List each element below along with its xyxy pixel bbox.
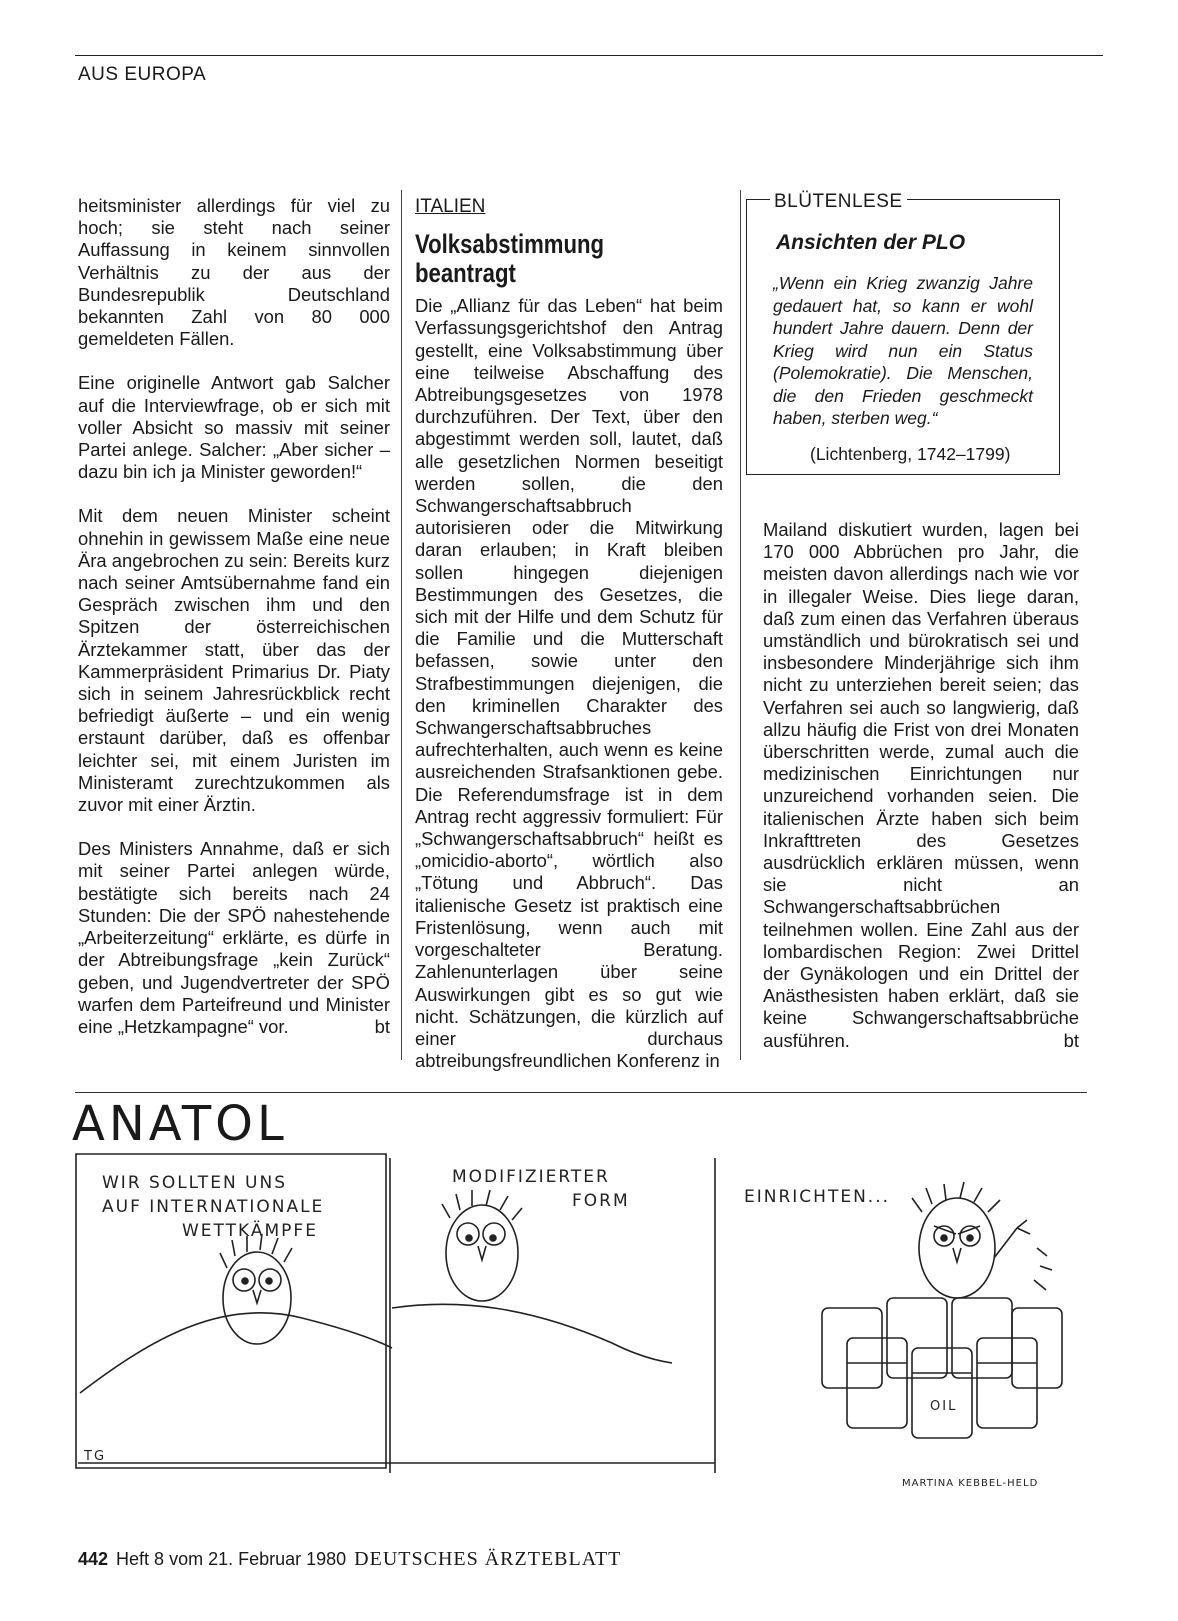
bird-panel-2: [442, 1190, 522, 1301]
issue-info: Heft 8 vom 21. Februar 1980: [116, 1549, 347, 1569]
column-divider: [740, 190, 741, 1060]
barrel-label: OIL: [930, 1399, 958, 1414]
col3-body: [763, 519, 1079, 1052]
col1-paragraph-2: Eine originelle Antwort gab Salcher auf die Interviewfrage, ob er sich mit voller Absicht so massiv mit seiner Partei anlege. Salcher: „Aber sicher – dazu bin ich ja Minister geworden!“: [78, 372, 390, 483]
quote-text: „Wenn ein Krieg zwanzig Jahre gedauert hat, so kann er wohl hundert Jahre dauern. Denn der Krieg wird nun ein Status (Polemokratie). Die Menschen, die den Frieden geschmeckt haben, sterben weg.“: [773, 273, 1033, 428]
hill-panel-2: [392, 1304, 672, 1363]
col1-paragraph-3: Mit dem neuen Minister scheint ohnehin in gewissem Maße eine neue Ära angebrochen zu sein: Bereits kurz nach seiner Amtsübernahme fand ein Gespräch zwischen ihm und den Spitzen der österreichischen Ärztekammer statt, über das der Kammerpräsident Primarius Dr. Piaty sich in seinem Jahresrückblick recht befriedigt äußerte – und ein wenig erstaunt darüber, daß es offenbar leichter sei, mit einem Juristen im Ministeramt zurechtzukommen als zuvor mit einer Ärztin.: [78, 505, 390, 816]
panel-3-caption: EINRICHTEN...: [744, 1187, 891, 1207]
quote-title: Ansichten der PLO: [776, 231, 966, 254]
bird-panel-1: [220, 1234, 292, 1344]
col1-paragraph-4-text: Des Ministers Annahme, daß er sich mit seiner Partei anlegen würde, bestätigte sich bereits nach 24 Stunden: Die der SPÖ nahestehende „Arbeiterzeitung“ erklärte, es dürfe in der Abtreibungsfrage „kein Zurück“ geben, und Jugendvertreter der SPÖ warfen dem Parteifreund und Minister eine „Hetzkampagne“ vor.: [78, 838, 390, 1037]
column-austria: [78, 195, 390, 1060]
panel-1-caption-line-2: AUF INTERNATIONALE: [102, 1197, 325, 1217]
top-rule: [75, 55, 1103, 56]
col1-paragraph-4: [78, 838, 390, 1038]
slingshot: [994, 1220, 1030, 1258]
comic-strip: [72, 1148, 1072, 1488]
col2-body: Die „Allianz für das Leben“ hat beim Verfassungsgerichtshof den Antrag gestellt, eine Volksabstimmung über eine teilweise Abschaffung des Abtreibungsgesetzes von 1978 durchzuführen. Der Text, über den abgestimmt werden soll, lautet, daß alle gesetzlichen Normen beseitigt werden sollen, die den Schwangerschaftsabbruch autorisieren oder die Mitwirkung daran erlauben; in Kraft bleiben sollen hingegen diejenigen Bestimmungen des Gesetzes, die sich mit der Hilfe und dem Schutz für die Familie und die Mutterschaft befassen, sowie unter den Strafbestimmungen diejenigen, die den kriminellen Charakter des Schwangerschaftsabbruches aufrechterhalten, auch wenn es keine ausreichenden Strafsanktionen gebe. Die Referendumsfrage ist in dem Antrag recht aggressiv formuliert: Für „Schwangerschaftsabbruch“ heißt es „omicidio-aborto“, wörtlich also „Tötung und Abbruch“. Das italienische Gesetz ist praktisch eine Fristenlösung, wenn auch mit vorgeschalteter Beratung. Zahlenunterlagen über seine Auswirkungen gibt es so gut wie nicht. Schätzungen, die kürzlich auf einer durchaus abtreibungsfreundlichen Konferenz in: [415, 295, 723, 1072]
panel-1-caption-line-3: WETTKÄMPFE: [182, 1221, 318, 1241]
comic-rule: [75, 1092, 1087, 1093]
column-italy-continued: [763, 519, 1079, 1074]
comic-title: ANATOL: [72, 1096, 288, 1152]
quote-box-label: BLÜTENLESE: [770, 191, 907, 213]
hill-panel-1: [80, 1313, 392, 1393]
panel-1-caption-line-1: WIR SOLLTEN UNS: [102, 1173, 288, 1193]
section-label: AUS EUROPA: [78, 64, 207, 85]
col1-paragraph-1: heitsminister allerdings für viel zu hoch; sie steht nach seiner Auffassung in keinem sinnvollen Verhältnis zu der aus der Bundesrepublik Deutschland bekannten Zahl von 80 000 gemeldeten Fällen.: [78, 195, 390, 350]
article-kicker: ITALIEN: [415, 196, 486, 217]
comic-artist: MARTINA KEBBEL-HELD: [902, 1478, 1039, 1488]
col1-signoff: bt: [374, 1015, 390, 1037]
col3-signoff: bt: [1063, 1029, 1079, 1051]
journal-name: DEUTSCHES ÄRZTEBLATT: [354, 1548, 622, 1570]
panel-2-caption-line-2: FORM: [572, 1191, 630, 1211]
oil-barrels: [822, 1298, 1062, 1438]
quote-source: (Lichtenberg, 1742–1799): [810, 444, 1011, 464]
comic-signature: TG: [84, 1449, 107, 1464]
article-headline: Volksabstimmung beantragt: [415, 229, 605, 289]
column-italy: [415, 195, 723, 1094]
panel-2-caption-line-1: MODIFIZIERTER: [452, 1167, 610, 1187]
col3-body-text: Mailand diskutiert wurden, lagen bei 170 000 Abbrüchen pro Jahr, die meisten davon allerdings nach wie vor in illegaler Weise. Dies liege daran, daß zum einen das Verfahren überaus umständlich und bürokratisch sei und insbesondere Minderjährige sich ihm nicht zu unterziehen bereit seien; das Verfahren sei auch so langwierig, daß allzu häufig die Frist von drei Monaten überschritten werde, zumal auch die medizinischen Einrichtungen nur unzureichend vorhanden seien. Die italienischen Ärzte haben sich beim Inkrafttreten des Gesetzes ausdrücklich erklären müssen, wenn sie nicht an Schwangerschaftsabbrüchen teilnehmen wollen. Eine Zahl aus der lombardischen Region: Zwei Drittel der Gynäkologen und ein Drittel der Anästhesisten haben erklärt, daß sie keine Schwangerschaftsabbrüche ausführen.: [763, 519, 1079, 1051]
page-footer: [78, 1548, 621, 1571]
page-number: 442: [78, 1549, 109, 1569]
bird-panel-3: [912, 1182, 1052, 1298]
column-divider: [401, 190, 402, 1060]
